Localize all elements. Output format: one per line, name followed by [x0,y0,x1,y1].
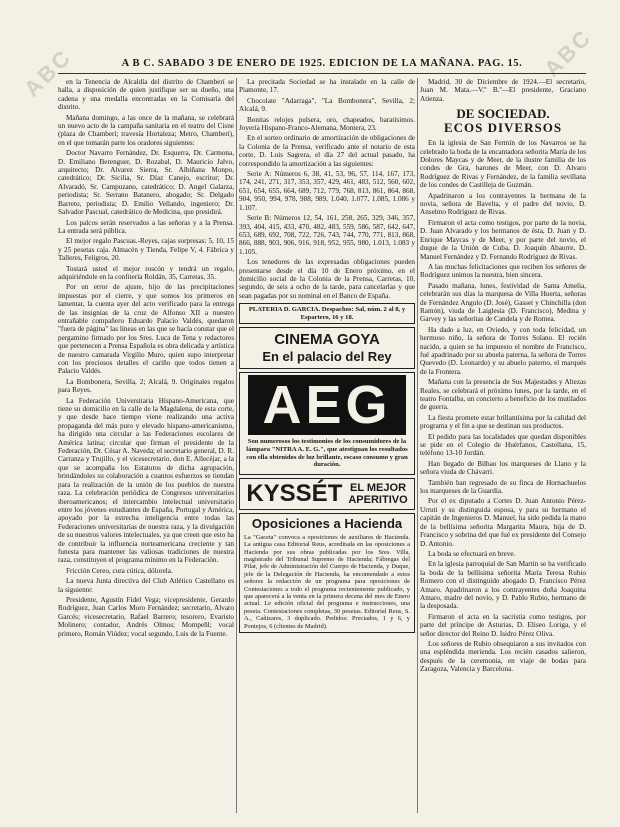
article-paragraph: Serie B: Números 12, 54, 161, 258, 265, 329, 346, 357, 393, 404, 415, 433, 470, 482, 483, 559, 586, 587, 642, 647, 653, 689, 692, 708, 722, 726, 743, 744, 770, 771, 813, 868, 866, 888, 903, 906, 916, 918, 952, 955, 980, 1.013, 1.083 y 1.105. [239,214,415,256]
kysset-tagline-2: APERITIVO [348,493,408,506]
article-paragraph: Por el ex diputado a Cortes D. Juan Antonio Pérez-Urruti y su distinguida esposa, y para su hermano el capitán de Ingenieros D. Manuel, ha sido pedida la mano de la bellísima señorita Margarita Maura, hija de D. Francisco y sobrina del que fué ex presidente del Consejo D. Antonio. [420,497,586,548]
column-divider [236,78,237,813]
article-paragraph: Presidente, Agustín Fidel Vega; vicepresidente, Gerardo Rodríguez, Juan Carlos Moro Fernández; secretario, Alvaro Garcés; vicesecretario, Rafael Barrero; tesorero, Evaristo Molinero; contador, Andrés Olmos; Mompeñl; vocal primero, Román Viúdez; vocal segundo, Luis de la Fuente. [58,595,234,638]
aeg-logo: AEG [248,375,406,435]
article-paragraph: Bonitas relojes pulsera, oro, chapeados, baratísimos. Joyería Hispano-Franco-Alemana, Montera, 23. [239,115,415,133]
article-paragraph: Doctor Navarro Fernández, Dr. Esquerra, Dr. Carmona, D. Emiliano Berenguer, D. Rozabal, D. Mauricio Jalvo, arquitecto; Dr. Alvarez Sierra, Sr. Albiñana Monpo, catedrático; Dr. Sicilia, Sr. Díaz Canejo, escritor; Dr. Alvaradó, Sr. Campuzano, catedrático; D. Angel Galarza, periodista; Sr. Serrano Batanero, abogado; Sr. Delgado Barreto, periodista; D. Emilio Vellando, ingeniero; Dr. Salvador Pascual, catedrático de Medicina, que presidirá. [58,149,234,217]
article-paragraph: En la iglesia de San Fermín de los Navarros se ha celebrado la boda de la encantadora señorita María de los Dolores Maycas y de Meer, de la ilustre familia de los condes de Gra, barones de Meer, con D. Alvaro Rodríguez de Rivas y Fernández, de la familia sevillana de los condes de Castilleja de Guzmán. [420,139,586,190]
article-paragraph: Tostará usted el mejor roscón y tendrá un regalo, adquiriéndole en la confitería Roldán, 35, Carretas, 35. [58,264,234,281]
article-paragraph: Han llegado de Bilbao los marqueses de Llano y la señora viuda de Chávarri. [420,459,586,477]
article-paragraph: Serie A: Números 6, 38, 41, 53, 96, 57, 114, 167, 173, 174, 241, 271, 317, 353, 357, 429, 461, 483, 512, 560, 602, 651, 654, 655, 664, 689, 712, 779, 768, 813, 861, 864, 868, 904, 950, 994, 978, 988, 989, 1.040, 1.077, 1.085, 1.086 y 1.107. [239,170,415,212]
article-paragraph: La fiesta promete estar brillantísima por la calidad del programa y el fin a que se destinan sus productos. [420,413,586,431]
ad-oposiciones [239,513,415,633]
watermark-top-left: ABC [19,43,77,102]
article-paragraph: Mañana domingo, a las once de la mañana, se celebrará un nuevo acto de la campaña sanitaria en el teatro del Cisne (plaza de Chamberí; travesía Hortaleza; Metro, Chamberí), en el que tomarán parte los oradores siguientes: [58,113,234,147]
article-paragraph: Los señores de Rubio obsequiaron a sus invitados con una espléndida merienda. Los recién casados salieron, después de la ceremonia, en viaje de bodas para Zaragoza, Valencia y Barcelona. [420,639,586,674]
section-subtitle: ECOS DIVERSOS [443,120,563,136]
kysset-brand: KYSSÉT [246,479,343,507]
column-divider [417,78,418,813]
cinema-name: CINEMA GOYA [274,331,380,349]
article-paragraph: Los palcos serán reservados a las señoras y a la Prensa. La entrada será pública. [58,218,234,235]
column-middle [239,78,415,813]
page-header: A B C. SABADO 3 DE ENERO DE 1925. EDICION DE LA MAÑANA. PAG. 15. [121,58,523,69]
ad-aeg [239,372,415,474]
column-right [420,78,586,813]
article-paragraph: La Federación Universitaria Hispano-Americana, que tiene su domicilio en la calle de la Magdalena, de esta corte, y que desde hace tiempo viene realizando una activa propaganda del más puro y elevado hispano-americanismo, ha dirigido una circular a las Federaciones escolares de América latina; circular que firman el presidente de la Federación, Dr. César A. Naveda; el secretario general, D. R. Carranza y Trujillo, y el vicesecretario, don E. Allecéjar, a la que se acompaña los Estatutos de dicha agrupación, brindándoles su colaboración a cuantos esfuerzos se tiendan para la realización de la unión de los pueblos de nuestra raza. La celebración periódica de Congresos universitarios iberoamericanos; el intercambio intelectual universitario entre los jóvenes estudiantes de España, Portugal y América, apoyado por la estrecha inteligencia entre todas las Federaciones universitarias de nuestra raza, y la divulgación de su nuestros valores intelectuales, ya que creen que esto ha de contribuir la influencia norteamericana creciente y tan funesta para mantener las valiosas tradiciones de nuestra raza, constituyen el programa mínimo en la Federación. [58,396,234,565]
article-paragraph: Ha dado a luz, en Oviedo, y con toda felicidad, un hermoso niño, la señora de Torres Solano. El recién nacido, a quien se ha impuesto el nombre de Francisco, fué apadrinado por su abuela paterna, la señora de Torres Quevedo (D. Leonardo) y su abuelo paterno, el marqués de la Frontera. [420,325,586,376]
article-paragraph: El mejor regalo Pascuas.-Reyes, cajas sorpresas: 5, 10, 15 y 25 pesetas caja. Almacén y Tienda, Felipe V, 4. Fábrica y Talleres, Feligros, 20. [58,237,234,263]
column-left [58,78,234,813]
header-rule [58,73,586,74]
aeg-text: Son numerosos los testimonios de los consumidores de la lámpara "NITRA A. E. G.", que atestiguan los resultados con ella obtenidos de luz brillante, escaso consumo y gran duración. [246,438,408,469]
article-paragraph: Fricción Cereo, cura cútica, dólorela. [66,566,173,575]
article-paragraph: Pasado mañana, lunes, festividad de Santa Amelia, celebrarán sus días la marquesa de Villa Huerta, señoras de Fernández Angulo (D. José), Gasset y Chinchilla (don Ramón), viuda de Laiglesia (D. Francisco), Medina y Garvey y las señoritas de Candela y de Romea. [420,281,586,324]
article-paragraph: La nueva Junta directiva del Club Atlético Castellano es la siguiente: [58,577,234,594]
section-title: DE SOCIEDAD. [456,106,550,122]
article-paragraph: Mañana con la presencia de Sus Majestades y Altezas Reales, se celebrará el próximo lunes, por la tarde, en el teatro Fontalba, un concierto a beneficio de los mutilados de guerra. [420,378,586,412]
article-paragraph: En el sorteo ordinario de amortización de obligaciones de la Colonia de la Prensa, verificado ante el notario de esta corte, D. Luis Sagrera, el día 27 del actual pasado, ha correspondido la amortización a las siguientes: [239,134,415,168]
kysset-tagline-1: EL MEJOR [349,481,407,494]
article-paragraph: Apadrinaron a los contrayentes la hermana de la novia, señora de Bavelta, y el padre del novio, D. Anselmo Rodríguez de Rivas. [420,191,586,217]
article-paragraph: Chocolate "Adarraga", "La Bombonera", Sevilla, 2; Alcalá, 9. [239,96,415,114]
article-paragraph: Firmaron el acta en la sacristía como testigos, por parte del príncipe de Asturias, D. Eliseo Loriga, y el señor director del Reino D. Isidro Pérez Oliva. [420,612,586,638]
article-paragraph: La Bombonera, Sevilla, 2; Alcalá, 9. Originales regalos para Reyes. [58,377,234,395]
article-paragraph: Firmaron el acta como testigos, por parte de la novia, D. Juan Alvarado y los hermanos de ésta, D. Juan y D. Enrique Maycas y de Meer, y por parte del novio, el duque de la Unión de Cuba, D. Joaquín Abaurre, D. Manuel Fernández y D. Fernando Rodríguez de Rivas. [420,218,586,261]
article-paragraph: en la Tenencia de Alcaldía del distrito de Chamberí se halla, a disposición de quien justifique ser su dueño, una cadena y una medalla encontradas en la Comisaría del distrito. [58,78,234,112]
ad-kysset [239,478,415,510]
ad-cinema-goya [239,327,415,369]
ad-plateria: PLATERIA D. GARCIA. Despachos: Sal, núm. 2 al 8, y Espartero, 16 y 18. [239,303,415,324]
watermark-top-right: ABC [539,23,597,82]
article-paragraph: El pedido para las localidades que quedan disponibles se pide en el Colegio de Huérfanos, Castellana, 15, teléfono 13-10 Jordán. [420,432,586,458]
article-paragraph: Los tenedores de las expresadas obligaciones pueden presentarse desde el día 10 de Enero próximo, en el domicilio social de la Colonia de la Prensa, Carretas, 10, segundo, de seis a ocho de la tarde, para cancelarlas y que sean pagadas por su nominal en el Banco de España. [239,258,415,300]
cinema-show: En el palacio del Rey [262,349,392,365]
article-paragraph: La precitada Sociedad se ha instalado en la calle de Piamonte, 17. [239,78,415,95]
oposiciones-body: La "Gaceta" convoca a oposiciones de auxiliares de Hacienda. La antigua casa Editorial Reus, acreditada en las oposiciones a Hacienda por sus obras publicadas por los Sres. Villa, magistrado del Tribunal Supremo de Hacienda; Fábregas del Pilar, jefe de Administración del Cuerpo de Hacienda, y Duque, jefe de la Delegación de Hacienda, ha encomendado a estos señores la redacción de un programa para oposiciones de Contestaciones a todo el programa recientemente publicado, y que aparecerá a la venta en la primera decena del mes de Enero actual. Le edición oficial del programa e instrucciones, una peseta. Contestaciones completas, 30 pesetas. Editorial Reus, S. A., Cañizares, 3 duplicado. Pedidos: Preciados, 1 y 6, y Pontejos, 6 (clientes de Madrid). [244,533,410,630]
article-paragraph: También han regresado de su finca de Hornachuelos los marqueses de la Guardia. [420,478,586,496]
article-paragraph: Madrid, 30 de Diciembre de 1924.—El secretario, Juan M. Mata.—V.º B.º—El presidente, Graciano Atienza. [420,78,586,103]
article-paragraph: Por un error de ajuste, hijo de las precipitaciones impuestas por el cierre, y que somos los primeros en lamentar, la cuenta ayer del acto verificado para la entrega de las insignias de la cruz de Alfonso XII a nuestro entrañable compañero Eduardo Palacio Valdés, quedaron "fuera de página" las líneas en las que se hacía constar que el pergamino firmado por los Sres. Luca de Tena y redactores que pertenecen a Prensa Española es obra delicada y artística de nuestro camarada Virgilio Muro, quien supo interpretar con los preciosos detalles el cariño que todos tienen a Palacio Valdés. [58,283,234,376]
article-paragraph: En la iglesia parroquial de San Martín se ha verificado la boda de la bellísima señorita María Teresa Rubio Romero con el distinguido abogado D. Francisco Pérez Amaro. Apadrinaron a los contrayentes doña Joaquina Amaro, madre del novio, y D. Pablo Rubio, hermano de la desposada. [420,560,586,611]
oposiciones-title: Oposiciones a Hacienda [251,515,403,531]
article-paragraph: A las muchas felicitaciones que reciben los señores de Rodríguez unimos la nuestra, bien sincera. [420,262,586,280]
article-paragraph: La boda se efectuará en breve. [428,549,516,558]
